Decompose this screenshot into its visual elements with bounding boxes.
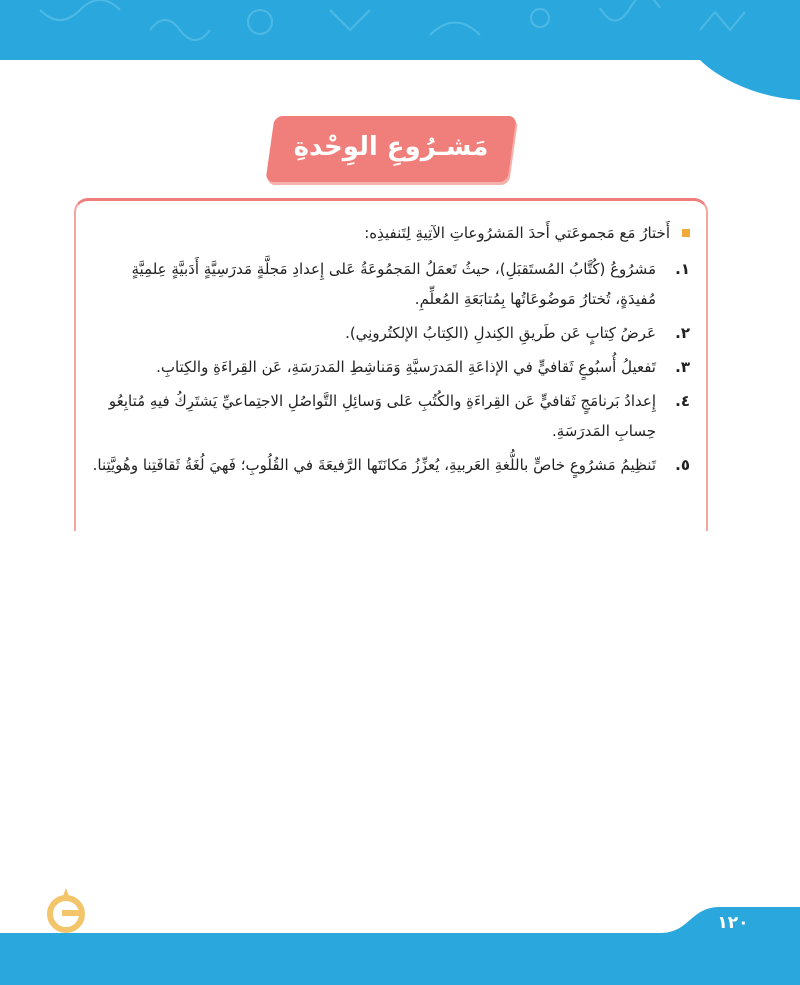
item-text: تَفعيلُ أُسبُوعٍ ثَقافيٍّ في الإذاعَةِ المَدرَسيَّةِ وَمَناشِطِ المَدرَسَةِ، عَن القِراءَةِ والكِتابِ. [156, 358, 656, 376]
section-title: مَشـرُوعِ الوِحْدةِ [293, 132, 489, 162]
list-item [90, 254, 690, 314]
item-text: مَشرُوعُ (كُتَّابُ المُستَقبَلِ)، حيثُ تَعمَلُ المَجمُوعَةُ عَلى إِعدادِ مَجلَّةٍ مَدرَسِيَّةٍ أَدَبيَّةٍ عِلمِيَّةٍ مُفيدَةٍ، تُختارُ مَوضُوعَاتُها بِمُتابَعَةِ المُعلِّمِ. [131, 260, 656, 308]
page-number: ١٢٠ [717, 913, 749, 933]
list-item [90, 386, 690, 446]
item-text: تَنظِيمُ مَشرُوعٍ خاصٍّ باللُّغةِ العَربيةِ، يُعزِّزُ مَكانَتَها الرَّفيعَةَ في القُلُوبِ؛ فَهيَ لُغَةُ ثَقافَتِنا وهُويَّتِنا. [92, 456, 656, 474]
project-list [90, 254, 690, 480]
item-number: ٣. [675, 358, 690, 376]
intro-line [90, 218, 690, 248]
list-item [90, 318, 690, 348]
top-banner [0, 0, 800, 110]
item-text: عَرضُ كِتابٍ عَن طَريقِ الكِندلِ (الكِتابُ الإلكتُرونِي). [345, 324, 656, 342]
list-item [90, 352, 690, 382]
content-area [90, 218, 690, 484]
intro-text: أَختارُ مَع مَجموعَتي أَحدَ المَشرُوعاتِ الآتِيةِ لِتَنفيذِه: [364, 224, 670, 242]
item-text: إِعدادُ بَرنامَجٍ ثَقافيٍّ عَن القِراءَةِ والكُتُبِ عَلى وَسائِلِ التَّواصُلِ الاجتِماعيِّ يَشتَرِكُ فيهِ مُتابِعُو حِسابِ المَدرَسَةِ. [108, 392, 656, 440]
bottom-band [0, 905, 800, 985]
item-number: ٥. [675, 456, 690, 474]
item-number: ٢. [675, 324, 690, 342]
list-item [90, 450, 690, 480]
item-number: ٤. [675, 392, 690, 410]
item-number: ١. [675, 260, 690, 278]
square-bullet-icon [682, 229, 690, 237]
